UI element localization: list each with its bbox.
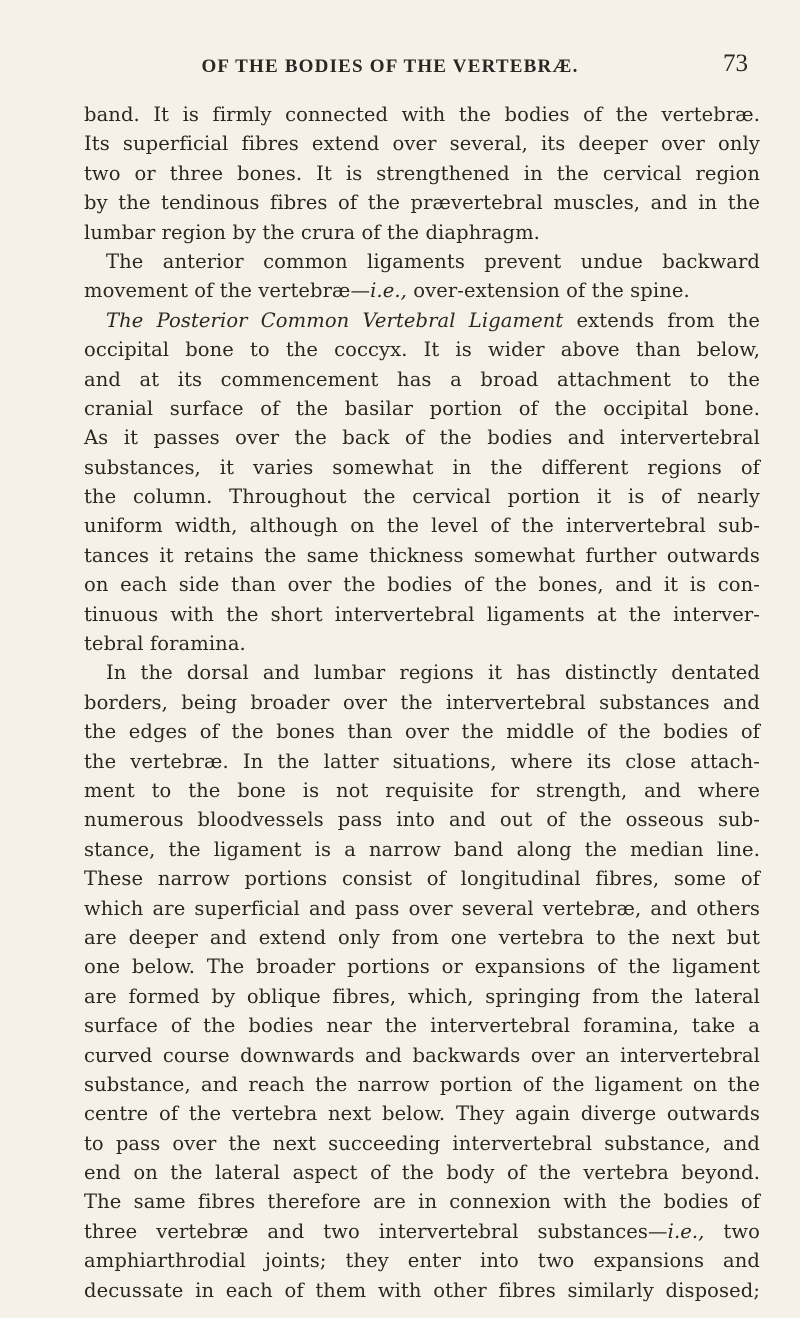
text-line: [84, 511, 760, 540]
text-line: [84, 306, 760, 335]
text-line-content: substances, it varies somewhat in the different regions of: [84, 455, 760, 479]
text-line-content: numerous bloodvessels pass into and out of the osseous sub-: [84, 808, 760, 832]
running-title: OF THE BODIES OF THE VERTEBRÆ.: [201, 56, 579, 77]
text-line-content: The anterior common ligaments prevent undue backward: [106, 249, 760, 273]
text-line: [84, 1129, 760, 1158]
text-segment: over-extension of the spine.: [406, 279, 690, 303]
text-line-content: borders, being broader over the intervertebral substances and: [84, 690, 760, 714]
text-line-content: As it passes over the back of the bodies and intervertebral: [84, 426, 760, 450]
text-line-content: The same fibres therefore are in connexion with the bodies of: [84, 1190, 760, 1214]
text-line: [84, 982, 760, 1011]
text-line-content: are formed by oblique fibres, which, springing from the lateral: [84, 984, 760, 1008]
text-line: [84, 600, 760, 629]
text-line-content: which are superficial and pass over several vertebræ, and others: [84, 896, 760, 920]
text-line-content: on each side than over the bodies of the bones, and it is con-: [84, 573, 760, 597]
text-line-content: decussate in each of them with other fibres similarly disposed;: [84, 1278, 760, 1302]
text-line: [84, 658, 760, 687]
text-line: [84, 541, 760, 570]
text-line-content: tebral foramina.: [84, 632, 246, 656]
text-segment: two: [704, 1219, 760, 1243]
text-line-content: tinuous with the short intervertebral ligaments at the interver-: [84, 602, 760, 626]
text-line-content: end on the lateral aspect of the body of the vertebra beyond.: [84, 1161, 760, 1185]
text-line-content: In the dorsal and lumbar regions it has distinctly dentated: [106, 661, 760, 685]
italic-text-segment: i.e.,: [370, 279, 407, 303]
text-line-content: and at its commencement has a broad attachment to the: [84, 367, 760, 391]
text-line-content: are deeper and extend only from one vertebra to the next but: [84, 925, 760, 949]
text-line-content: centre of the vertebra next below. They again diverge outwards: [84, 1102, 760, 1126]
text-line: [84, 805, 760, 834]
text-line: [84, 952, 760, 981]
text-line-content: curved course downwards and backwards over an intervertebral: [84, 1043, 760, 1067]
text-line-content: Its superficial fibres extend over several, its deeper over only: [84, 132, 760, 156]
text-line-content: band. It is firmly connected with the bodies of the vertebræ.: [84, 103, 760, 126]
text-line: [84, 276, 760, 305]
text-line: [84, 247, 760, 276]
text-line: [84, 1099, 760, 1128]
text-line-content: stance, the ligament is a narrow band along the median line.: [84, 837, 760, 861]
page-number: 73: [723, 50, 748, 77]
text-line: [84, 776, 760, 805]
text-line-content: lumbar region by the crura of the diaphragm.: [84, 220, 540, 244]
text-line: [84, 129, 760, 158]
text-line: [84, 1246, 760, 1275]
text-line: [84, 835, 760, 864]
text-line: [84, 482, 760, 511]
text-line-content: by the tendinous fibres of the prævertebral muscles, and in the: [84, 191, 760, 215]
text-line: [84, 864, 760, 893]
text-line: [84, 894, 760, 923]
text-line-content: the vertebræ. In the latter situations, where its close attach-: [84, 749, 760, 773]
text-line: [84, 1187, 760, 1216]
text-line-content: cranial surface of the basilar portion of the occipital bone.: [84, 396, 760, 420]
text-line: [84, 629, 760, 658]
text-line-content: substance, and reach the narrow portion of the ligament on the: [84, 1072, 760, 1096]
text-line-content: These narrow portions consist of longitudinal fibres, some of: [84, 867, 760, 891]
text-line: [84, 570, 760, 599]
text-line: [84, 1158, 760, 1187]
text-line: [84, 923, 760, 952]
text-line: [84, 1276, 760, 1305]
text-segment: extends from the: [563, 308, 760, 332]
text-line: [84, 747, 760, 776]
text-line: [84, 1041, 760, 1070]
italic-text-segment: i.e.,: [667, 1219, 705, 1243]
text-line: [84, 688, 760, 717]
text-line: [84, 423, 760, 452]
text-line-content: one below. The broader portions or expansions of the ligament: [84, 955, 760, 979]
text-line: [84, 335, 760, 364]
text-line: [84, 717, 760, 746]
text-line-content: ment to the bone is not requisite for strength, and where: [84, 778, 760, 802]
text-line: [84, 394, 760, 423]
text-line-content: tances it retains the same thickness somewhat further outwards: [84, 543, 760, 567]
text-line-content: uniform width, although on the level of the intervertebral sub-: [84, 514, 760, 538]
text-line-content: surface of the bodies near the intervertebral foramina, take a: [84, 1014, 760, 1038]
body-text: [84, 100, 760, 1305]
text-line-content: two or three bones. It is strengthened in the cervical region: [84, 161, 760, 185]
text-line: [84, 1217, 760, 1246]
text-segment: movement of the vertebræ—: [84, 279, 371, 303]
text-line-content: amphiarthrodial joints; they enter into two expansions and: [84, 1249, 760, 1273]
text-line: [84, 100, 760, 129]
text-line: [84, 453, 760, 482]
text-line: [84, 188, 760, 217]
italic-text-segment: The Posterior Common Vertebral Ligament: [106, 308, 564, 332]
text-line-content: occipital bone to the coccyx. It is wider above than below,: [84, 338, 760, 362]
text-segment: three vertebræ and two intervertebral substances—: [84, 1219, 668, 1243]
text-line: [84, 1011, 760, 1040]
text-line-content: to pass over the next succeeding intervertebral substance, and: [84, 1131, 760, 1155]
text-line: [84, 1070, 760, 1099]
text-line: [84, 159, 760, 188]
text-line: [84, 365, 760, 394]
text-line-content: the column. Throughout the cervical portion it is of nearly: [84, 485, 760, 509]
text-line-content: the edges of the bones than over the middle of the bodies of: [84, 720, 760, 744]
text-line: [84, 218, 760, 247]
